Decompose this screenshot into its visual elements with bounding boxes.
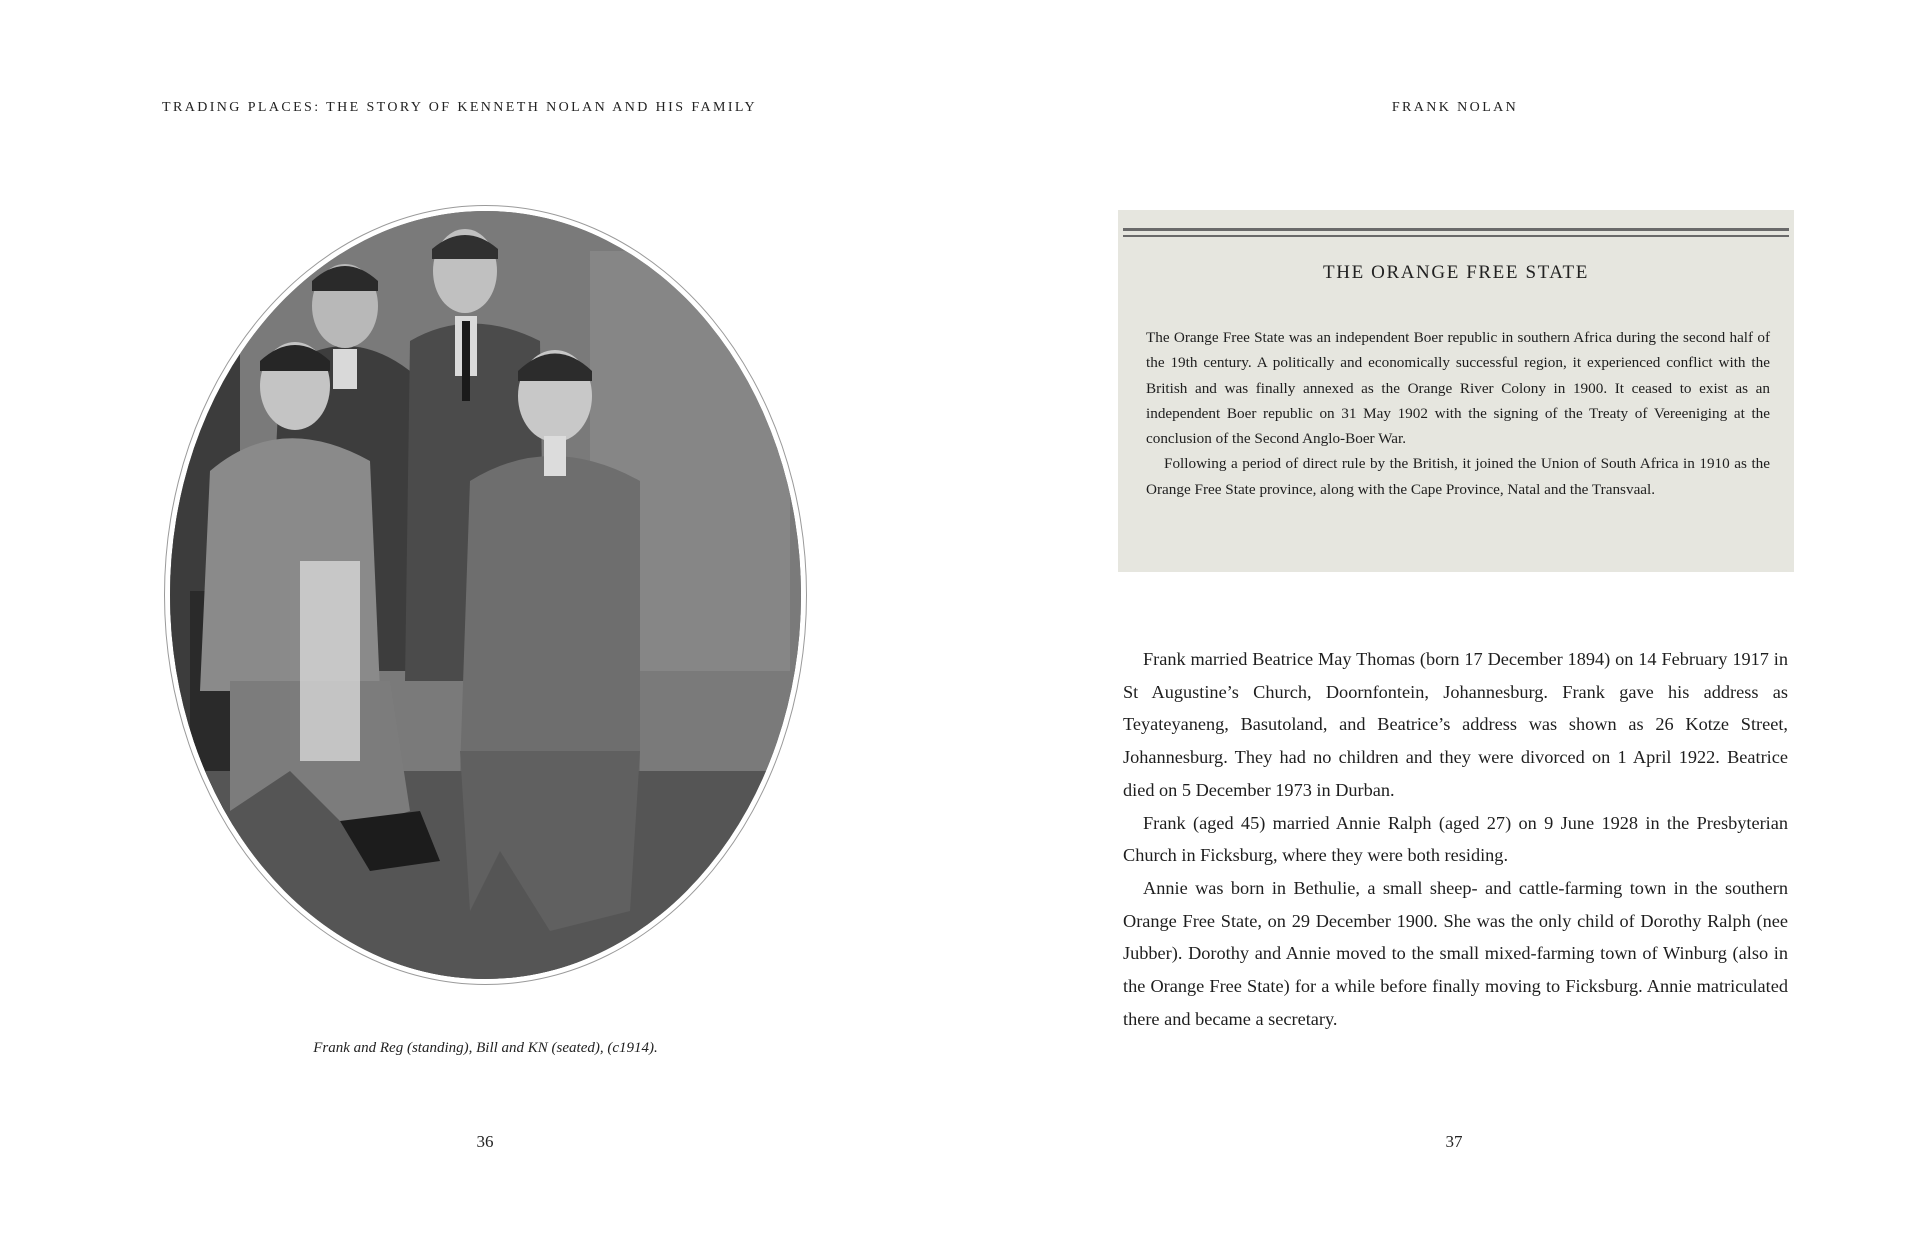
sidebar-top-rule bbox=[1123, 228, 1789, 231]
body-paragraph: Annie was born in Bethulie, a small sheep- and cattle-farming town in the southern Orange Free State, on 29 December 1900. She was the only child of Dorothy Ralph (nee Jubber). Dorothy and Annie moved to the small mixed-farming town of Winburg (also in the Orange Free State) for a while before finally moving to Ficksburg. Annie matriculated there and became a secretary. bbox=[1123, 877, 1788, 1029]
right-page-number: 37 bbox=[1445, 1132, 1463, 1151]
left-running-head: TRADING PLACES: THE STORY OF KENNETH NOLAN AND HIS FAMILY bbox=[162, 100, 757, 115]
sidebar-paragraph: Following a period of direct rule by the British, it joined the Union of South Africa in 1910 as the Orange Free State province, along with the Cape Province, Natal and the Transvaal. bbox=[1146, 455, 1770, 498]
sidebar-box bbox=[1118, 210, 1794, 572]
group-portrait-photo bbox=[170, 211, 801, 979]
body-paragraph: Frank married Beatrice May Thomas (born 17 December 1894) on 14 February 1917 in St Augustine’s Church, Doornfontein, Johannesburg. Frank gave his address as Teyateyaneng, Basutoland, and Beatrice’s address was shown as 26 Kotze Street, Johannesburg. They had no children and they were divorced on 1 April 1922. Beatrice died on 5 December 1973 in Durban. bbox=[1123, 649, 1788, 800]
right-running-head: FRANK NOLAN bbox=[1391, 100, 1519, 115]
photo-caption: Frank and Reg (standing), Bill and KN (seated), (c1914). bbox=[313, 1040, 658, 1056]
sidebar-paragraph: The Orange Free State was an independent Boer republic in southern Africa during the second half of the 19th century. A politically and economically successful region, it experienced conflict with the British and was finally annexed as the Orange River Colony in 1900. It ceased to exist as an independent Boer republic on 31 May 1902 with the signing of the Treaty of Vereeniging at the conclusion of the Second Anglo-Boer War. bbox=[1146, 329, 1770, 448]
sidebar-title: THE ORANGE FREE STATE bbox=[1323, 262, 1589, 283]
body-text bbox=[1123, 643, 1788, 1035]
body-paragraph: Frank (aged 45) married Annie Ralph (aged 27) on 9 June 1928 in the Presbyterian Church in Ficksburg, where they were both residing. bbox=[1123, 812, 1788, 866]
left-page-number: 36 bbox=[476, 1132, 494, 1151]
sidebar-top-rule-thin bbox=[1123, 235, 1789, 237]
sidebar-text bbox=[1146, 325, 1770, 502]
